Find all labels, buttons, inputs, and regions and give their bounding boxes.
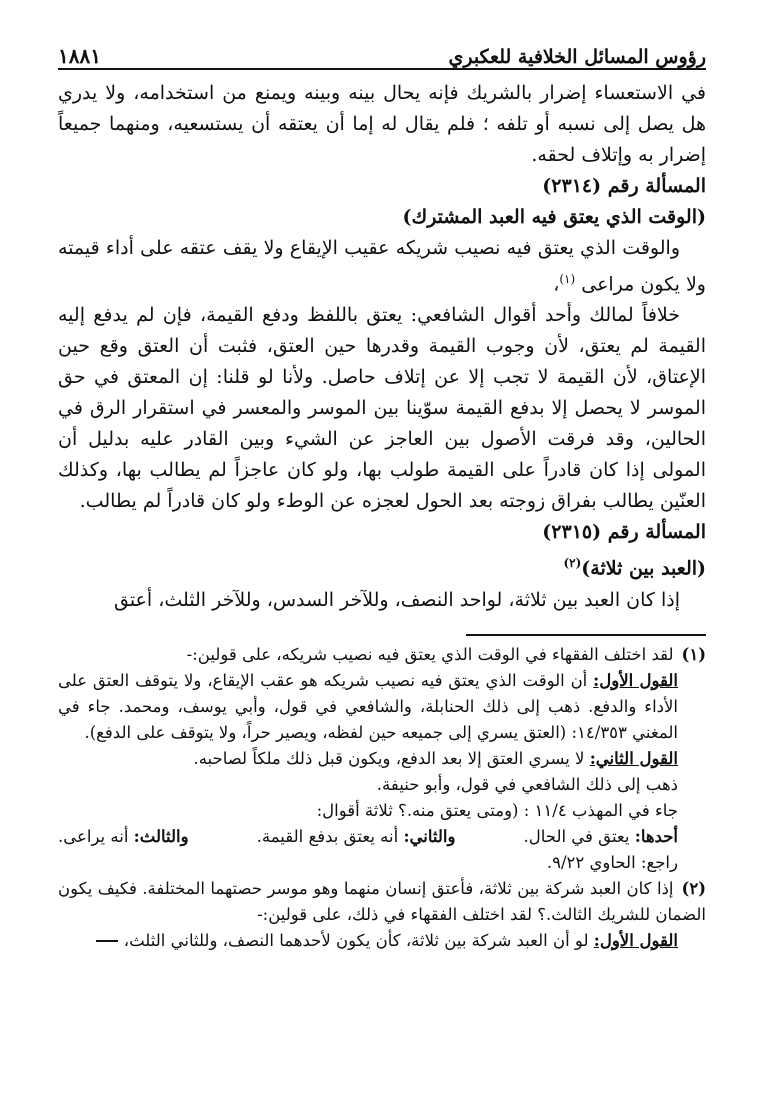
footnote-1-three-views	[58, 824, 706, 850]
footnote-1-view-1	[524, 824, 678, 850]
footnote-1-reference: راجع: الحاوي ٩/٢٢.	[546, 852, 678, 872]
footnote-1-intro: لقد اختلف الفقهاء في الوقت الذي يعتق فيه نصيب شريكه، على قولين:-	[186, 644, 674, 664]
footnote-1-opinion-1-label: القول الأول:	[593, 670, 679, 690]
footnotes	[58, 642, 706, 954]
footnote-1-view-2-text: أنه يعتق بدفع القيمة.	[256, 826, 399, 846]
footnote-1-opinion-2-who: ذهب إلى ذلك الشافعي في قول، وأبو حنيفة.	[376, 774, 678, 794]
footnote-1-view-2-label: والثاني:	[403, 826, 456, 846]
footnote-2-text: إذا كان العبد شركة بين ثلاثة، فأعتق إنسان منهما وهو موسر حصتهما المختلفة. فكيف يكون الضمان للشريك الثالث.؟ لقد اختلف الفقهاء في ذلك، على قولين:-	[58, 878, 706, 924]
footnote-1-opinion-2-label: القول الثاني:	[589, 748, 678, 768]
issue-2315-paragraph-1: إذا كان العبد بين ثلاثة، لواحد النصف، وللآخر السدس، وللآخر الثلث، أعتق	[113, 588, 680, 611]
footnote-ref-2[interactable]: (٢)	[563, 556, 582, 571]
footnote-2	[58, 876, 706, 928]
footnote-2-opinion-1-label: القول الأول:	[593, 930, 678, 950]
footnote-1-view-3-text: أنه يراعى.	[58, 826, 129, 846]
footnote-1-view-2	[257, 824, 456, 850]
running-header	[58, 34, 706, 70]
issue-2315-number: المسألة رقم (٢٣١٥)	[542, 521, 706, 544]
intro-paragraph: في الاستعساء إضرار بالشريك فإنه يحال بينه وبينه ويمنع من استخدامه، ولا يدري هل يصل إلى نسبه أو تلفه ؛ فلم يقال له إما أن يعتقه أن يستسعيه، ومنهما جميعاً إضرار به وإتلاف لحقه.	[58, 82, 706, 166]
footnote-1-number: (١)	[681, 644, 706, 664]
footnote-1-view-3	[58, 824, 189, 850]
main-text	[58, 78, 706, 616]
footnote-2-opinion-1-text: لو أن العبد شركة بين ثلاثة، كأن يكون لأحدهما النصف، وللثاني الثلث،	[123, 930, 589, 950]
issue-2314-paragraph-2: خلافاً لمالك وأحد أقوال الشافعي: يعتق باللفظ ودفع القيمة، فإن لم يدفع إليه القيمة لم يعتق، لأن وجوب القيمة وقدرها حين العتق، فثبت أن العتق وقع حين الإعتاق، لأن القيمة لا تجب إلا عن إتلاف حاصل. ولأنا لو قلنا: إن المعتق في حق الموسر لا يحصل إلا بدفع القيمة سوّينا بين الموسر والمعسر في استقرار الرق في الحالين، وقد فرقت الأصول بين العاجز عن الشيء وبين القادر عليه بدليل أن المولى إذا كان قادراً على القيمة طولب بها، ولو كان عاجزاً لم يطالب بها، وكذلك العنّين يطالب بفراق زوجته بعد الحول لعجزه عن الوطء ولو كان قادراً لم يطالب.	[58, 304, 706, 513]
footnote-2-number: (٢)	[681, 878, 706, 898]
footnote-1-opinion-1-text: أن الوقت الذي يعتق فيه نصيب شريكه هو عقب الإيقاع، ولا يتوقف العتق على الأداء والدفع. ذهب إلى ذلك الحنابلة، والشافعي في قول، وأبي يوسف، ومحمد. جاء في المغني ١٤/٣٥٣: (العتق يسري إلى جميعه حين لفظه، ويصير حراً، ولا يتوقف على الدفع).	[58, 670, 678, 742]
footnote-divider	[466, 634, 706, 636]
footnote-1-intro-line	[58, 642, 706, 668]
footnote-1-view-1-text: يعتق في الحال.	[523, 826, 630, 846]
issue-2314-number: المسألة رقم (٢٣١٤)	[542, 175, 706, 197]
continuation-dash	[96, 940, 118, 942]
footnote-1-opinion-2	[58, 746, 706, 772]
issue-2315-title-line	[58, 548, 706, 584]
footnote-ref-1[interactable]: (١)	[559, 272, 576, 286]
footnote-2-opinion-1	[58, 928, 706, 954]
issue-2314-paragraph-1-end: ،	[553, 273, 560, 296]
footnote-1-opinion-2-text: لا يسري العتق إلا بعد الدفع، ويكون قبل ذلك ملكاً لصاحبه.	[193, 748, 585, 768]
footnote-1-muhadhdhab: جاء في المهذب ١١/٤ : (ومتى يعتق منه.؟ ثلاثة أقوال:	[316, 800, 678, 820]
book-title: رؤوس المسائل الخلافية للعكبري	[448, 46, 706, 68]
issue-2314-paragraph-1-text: والوقت الذي يعتق فيه نصيب شريكه عقيب الإيقاع ولا يقف عتقه على أداء قيمته ولا يكون مراعى	[58, 237, 706, 296]
page-number: ١٨٨١	[58, 44, 101, 68]
footnote-1-opinion-1	[58, 668, 706, 746]
issue-2314-paragraph-1	[58, 233, 706, 300]
footnote-1-view-3-label: والثالث:	[133, 826, 189, 846]
footnote-1-view-1-label: أحدها:	[634, 826, 678, 846]
issue-2314-title: (الوقت الذي يعتق فيه العبد المشترك)	[402, 206, 706, 228]
issue-2315-title: (العبد بين ثلاثة)	[581, 557, 706, 580]
